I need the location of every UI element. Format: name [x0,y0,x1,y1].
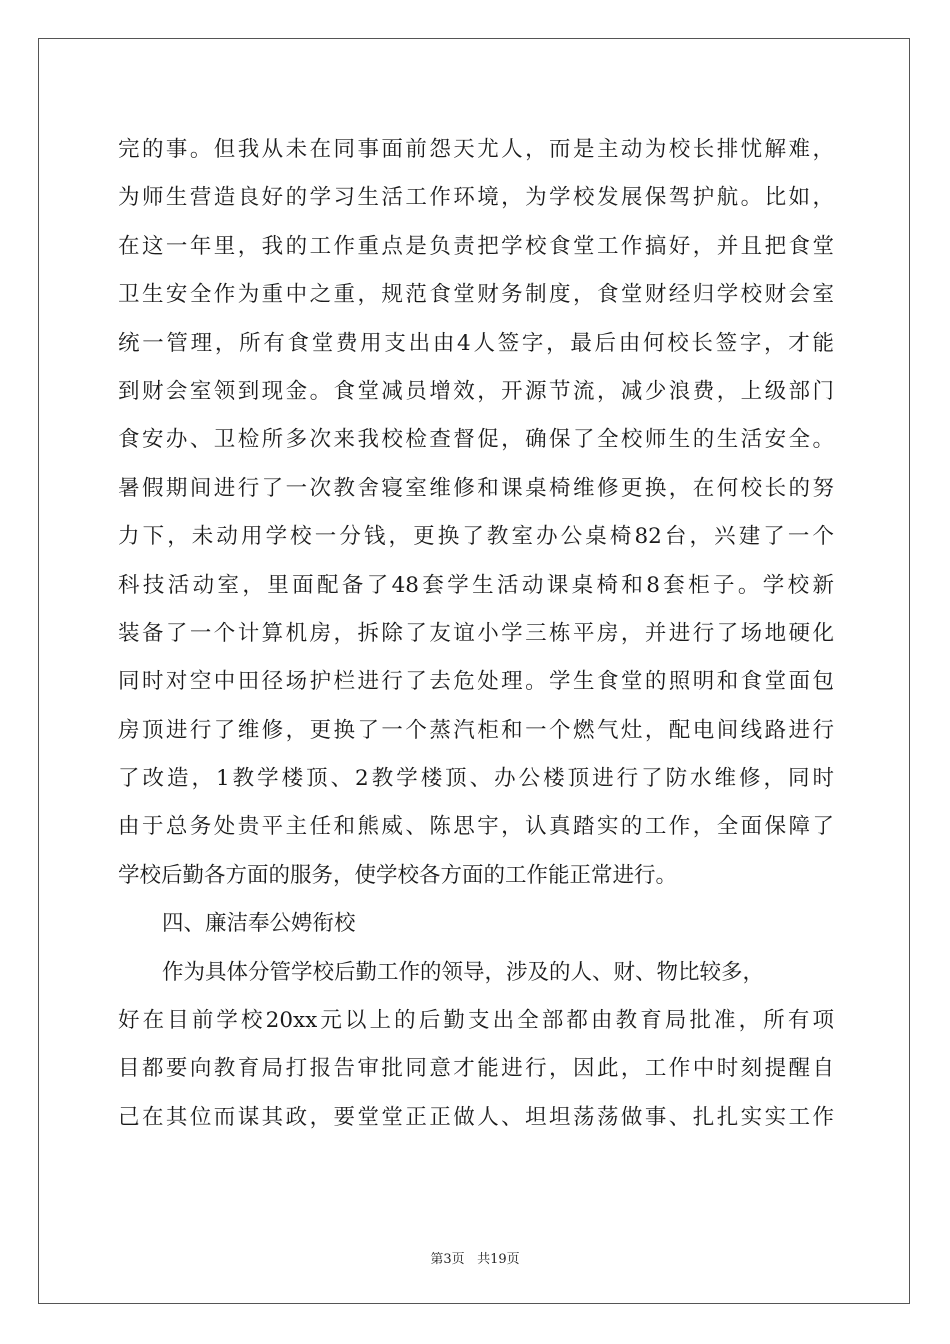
text-line: 统一管理，所有食堂费用支出由4人签字，最后由何校长签字，才能 [118,330,834,356]
page-total: 共19页 [477,1252,520,1267]
section-heading: 四、廉洁奉公娉衔校 [162,911,356,937]
text-line: 己在其位而谋其政，要堂堂正正做人、坦坦荡荡做事、扎扎实实工作 [118,1104,834,1130]
text-line: 在这一年里，我的工作重点是负责把学校食堂工作搞好，并且把食堂 [118,233,834,259]
text-line: 科技活动室，里面配备了48套学生活动课桌椅和8套柜子。学校新 [118,572,834,598]
text-line: 学校后勤各方面的服务，使学校各方面的工作能正常进行。 [118,862,678,888]
text-line: 了改造，1教学楼顶、2教学楼顶、办公楼顶进行了防水维修，同时 [118,766,834,792]
paragraph-first-line: 作为具体分管学校后勤工作的领导，涉及的人、财、物比较多， [162,959,765,985]
text-line: 为师生营造良好的学习生活工作环境，为学校发展保驾护航。比如， [118,185,834,211]
text-line: 力下，未动用学校一分钱，更换了教室办公桌椅82台，兴建了一个 [118,524,834,550]
page-number: 第3页 [430,1252,465,1267]
text-line: 到财会室领到现金。食堂减员增效，开源节流，减少浪费，上级部门 [118,378,834,404]
text-line: 由于总务处贵平主任和熊威、陈思宇，认真踏实的工作，全面保障了 [118,814,834,840]
text-line: 目都要向教育局打报告审批同意才能进行，因此，工作中时刻提醒自 [118,1056,834,1082]
document-body [118,126,834,1142]
text-line: 好在目前学校20xx元以上的后勤支出全部都由教育局批准，所有项 [118,1008,834,1034]
text-line: 卫生安全作为重中之重，规范食堂财务制度，食堂财经归学校财会室 [118,282,834,308]
text-line: 同时对空中田径场护栏进行了去危处理。学生食堂的照明和食堂面包 [118,669,834,695]
text-line: 完的事。但我从未在同事面前怨天尤人，而是主动为校长排忧解难， [118,137,834,162]
text-line: 暑假期间进行了一次教舍寝室维修和课桌椅维修更换，在何校长的努 [118,475,834,501]
text-line: 食安办、卫检所多次来我校检查督促，确保了全校师生的生活安全。 [118,427,834,453]
text-line: 装备了一个计算机房，拆除了友谊小学三栋平房，并进行了场地硬化 [118,620,834,646]
page-footer [0,1248,950,1267]
text-line: 房顶进行了维修，更换了一个蒸汽柜和一个燃气灶，配电间线路进行 [118,717,834,743]
